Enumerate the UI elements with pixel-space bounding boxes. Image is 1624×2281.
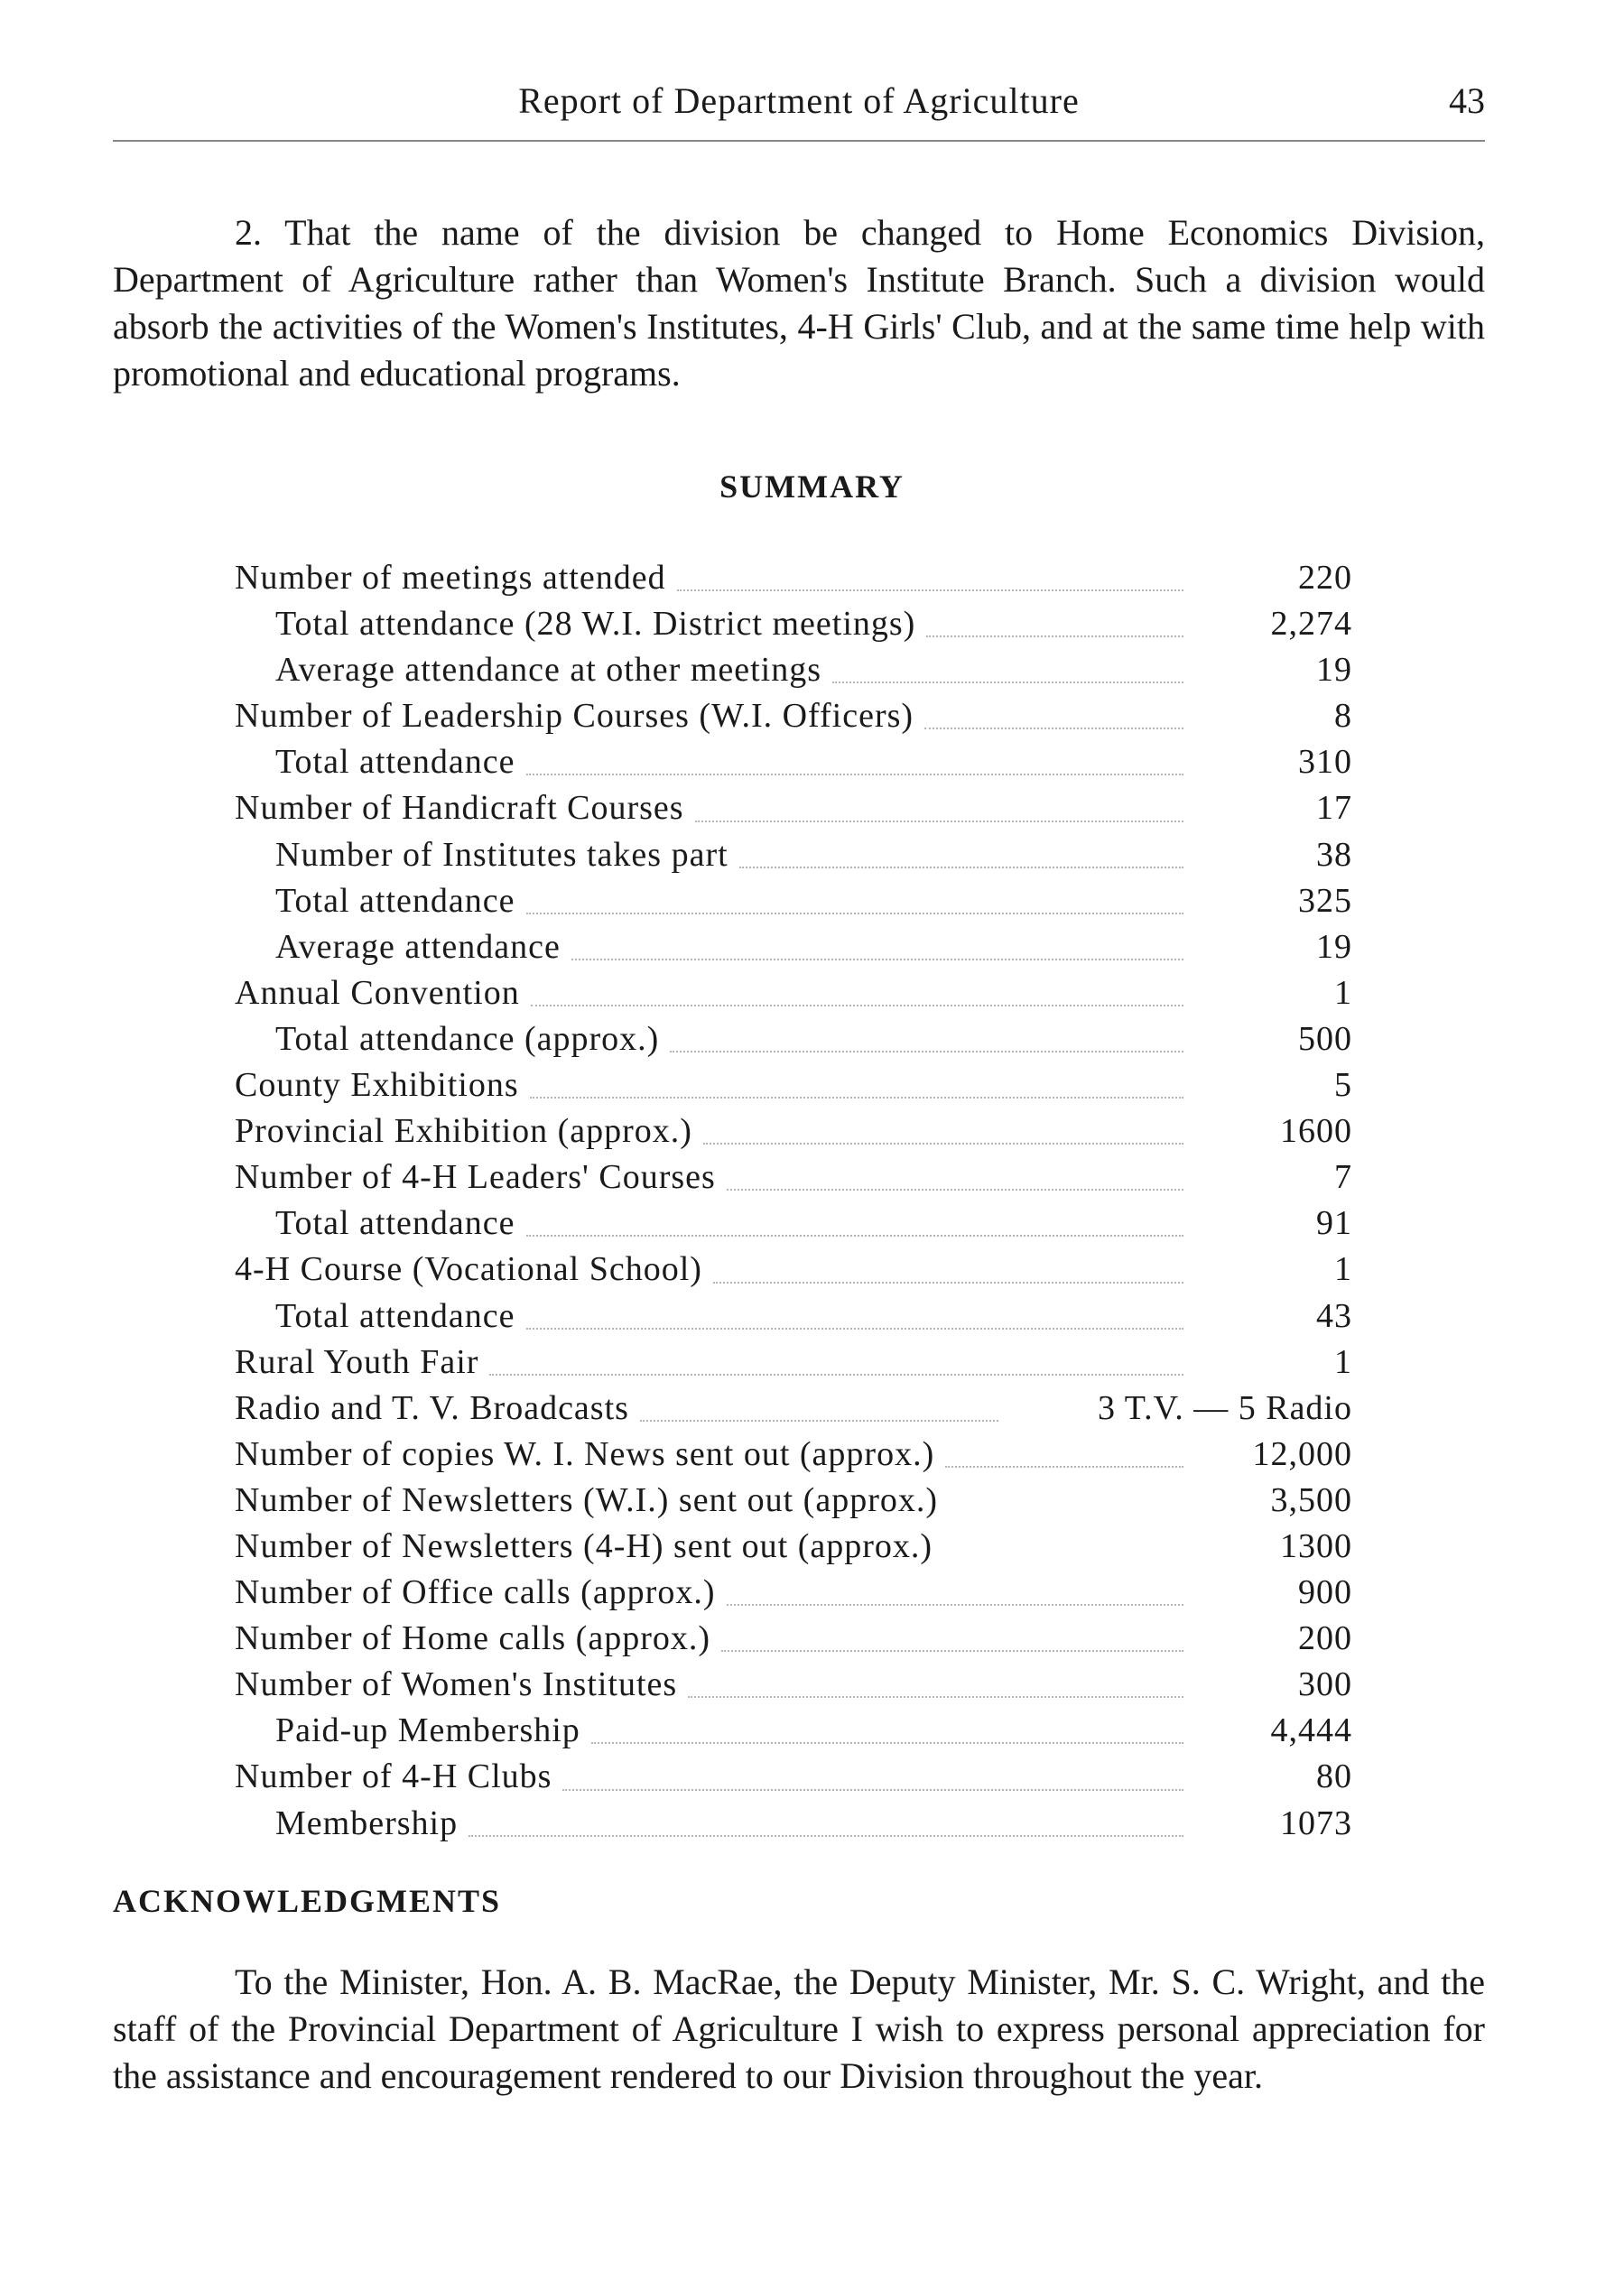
summary-row — [235, 973, 1352, 1019]
summary-row-value: 4,444 — [1270, 1711, 1352, 1750]
dot-leader — [713, 1282, 1183, 1284]
dot-leader — [531, 1005, 1183, 1006]
summary-row-value: 7 — [1334, 1158, 1352, 1197]
acknowledgments-paragraph — [113, 1959, 1485, 2100]
summary-row — [235, 1296, 1352, 1342]
summary-row-label: Total attendance (28 W.I. District meetings) — [275, 605, 916, 644]
summary-row — [235, 1711, 1352, 1757]
dot-leader — [739, 867, 1183, 868]
summary-row-label: Number of 4-H Clubs — [235, 1757, 552, 1796]
dot-leader — [571, 959, 1183, 960]
running-title: Report of Department of Agriculture — [518, 80, 1080, 121]
summary-row-value: 325 — [1298, 881, 1352, 920]
summary-row — [235, 1157, 1352, 1203]
summary-row-label: Number of Handicraft Courses — [235, 789, 684, 828]
summary-row-label: County Exhibitions — [235, 1066, 519, 1105]
summary-row — [235, 1803, 1352, 1850]
dot-leader — [526, 913, 1184, 914]
summary-row-value: 17 — [1316, 789, 1352, 828]
summary-row-value: 3 T.V. — 5 Radio — [1097, 1388, 1352, 1427]
summary-row-value: 1 — [1334, 1250, 1352, 1289]
dot-leader — [562, 1789, 1183, 1791]
summary-row-value: 3,500 — [1270, 1480, 1352, 1519]
summary-row — [235, 1065, 1352, 1111]
summary-row — [235, 558, 1352, 604]
summary-row-value: 300 — [1298, 1665, 1352, 1704]
summary-row-label: Provincial Exhibition (approx.) — [235, 1112, 692, 1151]
dot-leader — [688, 1696, 1183, 1698]
summary-row-value: 1073 — [1280, 1803, 1352, 1842]
summary-row-value: 500 — [1298, 1019, 1352, 1058]
summary-row-value: 5 — [1334, 1066, 1352, 1105]
dot-leader — [677, 589, 1183, 591]
summary-row-value: 1300 — [1280, 1526, 1352, 1565]
summary-row-label: Membership — [275, 1803, 459, 1842]
summary-row-label: Total attendance — [275, 881, 515, 920]
recommendation-text: 2. That the name of the division be changed to Home Economics Division, Department of Agriculture rather than Women's Institute Branch. Such a division would absorb the activities of the Women's Institutes, 4-H Girls' Club, and at the same time help with promotional and educational programs. — [113, 212, 1485, 394]
summary-row-value: 200 — [1298, 1619, 1352, 1658]
summary-row — [235, 788, 1352, 834]
dot-leader — [640, 1420, 998, 1422]
dot-leader — [703, 1143, 1183, 1145]
dot-leader — [924, 728, 1183, 729]
summary-row — [235, 742, 1352, 788]
summary-row — [235, 1203, 1352, 1249]
summary-row-label: 4-H Course (Vocational School) — [235, 1250, 702, 1289]
summary-row-label: Number of Newsletters (W.I.) sent out (approx.) — [235, 1480, 939, 1519]
header-rule — [113, 140, 1485, 142]
summary-row-label: Annual Convention — [235, 973, 520, 1012]
summary-row — [235, 927, 1352, 973]
dot-leader — [670, 1051, 1183, 1052]
summary-row-value: 2,274 — [1270, 605, 1352, 644]
dot-leader — [721, 1650, 1183, 1652]
summary-row-value: 38 — [1316, 835, 1352, 874]
summary-row-label: Total attendance — [275, 743, 515, 782]
dot-leader — [530, 1097, 1183, 1099]
summary-row-label: Radio and T. V. Broadcasts — [235, 1388, 629, 1427]
summary-row-label: Average attendance at other meetings — [275, 651, 822, 690]
summary-row-label: Number of Home calls (approx.) — [235, 1619, 711, 1658]
dot-leader — [695, 821, 1183, 822]
summary-row — [235, 650, 1352, 696]
summary-table — [235, 558, 1352, 1850]
dot-leader — [832, 682, 1183, 683]
summary-row-value: 220 — [1298, 559, 1352, 597]
dot-leader — [727, 1189, 1183, 1191]
dot-leader — [945, 1466, 1183, 1468]
summary-row — [235, 881, 1352, 927]
summary-row — [235, 1618, 1352, 1664]
summary-row — [235, 835, 1352, 881]
summary-row-value: 1 — [1334, 973, 1352, 1012]
summary-row-value: 1 — [1334, 1342, 1352, 1381]
summary-row — [235, 1526, 1352, 1572]
summary-row-label: Total attendance — [275, 1296, 515, 1335]
dot-leader — [469, 1835, 1183, 1837]
summary-row-value: 310 — [1298, 743, 1352, 782]
dot-leader — [526, 1235, 1184, 1237]
summary-row — [235, 1664, 1352, 1711]
summary-row-label: Number of copies W. I. News sent out (approx.) — [235, 1434, 935, 1473]
summary-heading: SUMMARY — [719, 468, 905, 505]
summary-row-value: 91 — [1316, 1204, 1352, 1243]
summary-row-label: Number of Office calls (approx.) — [235, 1573, 716, 1612]
acknowledgments-heading: ACKNOWLEDGMENTS — [113, 1883, 502, 1919]
summary-row-label: Paid-up Membership — [275, 1711, 580, 1750]
summary-row-label: Number of Women's Institutes — [235, 1665, 678, 1704]
summary-row — [235, 696, 1352, 742]
summary-row-label: Total attendance (approx.) — [275, 1019, 660, 1058]
running-header — [113, 79, 1485, 134]
summary-row — [235, 1019, 1352, 1065]
page-number: 43 — [1449, 80, 1485, 121]
summary-row-value: 1600 — [1280, 1112, 1352, 1151]
summary-row-value: 43 — [1316, 1296, 1352, 1335]
dot-leader — [489, 1374, 1183, 1376]
summary-row — [235, 1249, 1352, 1295]
recommendation-paragraph — [113, 209, 1485, 397]
summary-row-value: 80 — [1316, 1757, 1352, 1796]
summary-row-label: Number of 4-H Leaders' Courses — [235, 1158, 716, 1197]
summary-row-value: 900 — [1298, 1573, 1352, 1612]
summary-row — [235, 1480, 1352, 1526]
summary-row-value: 12,000 — [1252, 1434, 1352, 1473]
summary-row-label: Average attendance — [275, 927, 561, 966]
dot-leader — [727, 1604, 1184, 1606]
dot-leader — [591, 1742, 1183, 1744]
summary-row — [235, 1342, 1352, 1388]
summary-row-value: 19 — [1316, 651, 1352, 690]
summary-row-label: Number of meetings attended — [235, 559, 666, 597]
dot-leader — [926, 635, 1183, 637]
summary-row-label: Rural Youth Fair — [235, 1342, 479, 1381]
summary-row — [235, 1572, 1352, 1618]
summary-row-label: Number of Leadership Courses (W.I. Officers) — [235, 697, 914, 736]
summary-row — [235, 1757, 1352, 1803]
summary-row-label: Number of Newsletters (4-H) sent out (approx.) — [235, 1526, 933, 1565]
dot-leader — [526, 774, 1184, 775]
summary-row-value: 19 — [1316, 927, 1352, 966]
acknowledgments-text: To the Minister, Hon. A. B. MacRae, the Deputy Minister, Mr. S. C. Wright, and the staff of the Provincial Department of Agriculture I wish to express personal appreciation for the assistance and encouragement rendered to our Division throughout the year. — [113, 1961, 1485, 2096]
summary-row-value: 8 — [1334, 697, 1352, 736]
summary-row — [235, 604, 1352, 650]
dot-leader — [526, 1328, 1184, 1330]
summary-row-label: Number of Institutes takes part — [275, 835, 728, 874]
summary-row — [235, 1388, 1352, 1434]
summary-row-label: Total attendance — [275, 1204, 515, 1243]
summary-row — [235, 1111, 1352, 1157]
summary-row — [235, 1434, 1352, 1480]
